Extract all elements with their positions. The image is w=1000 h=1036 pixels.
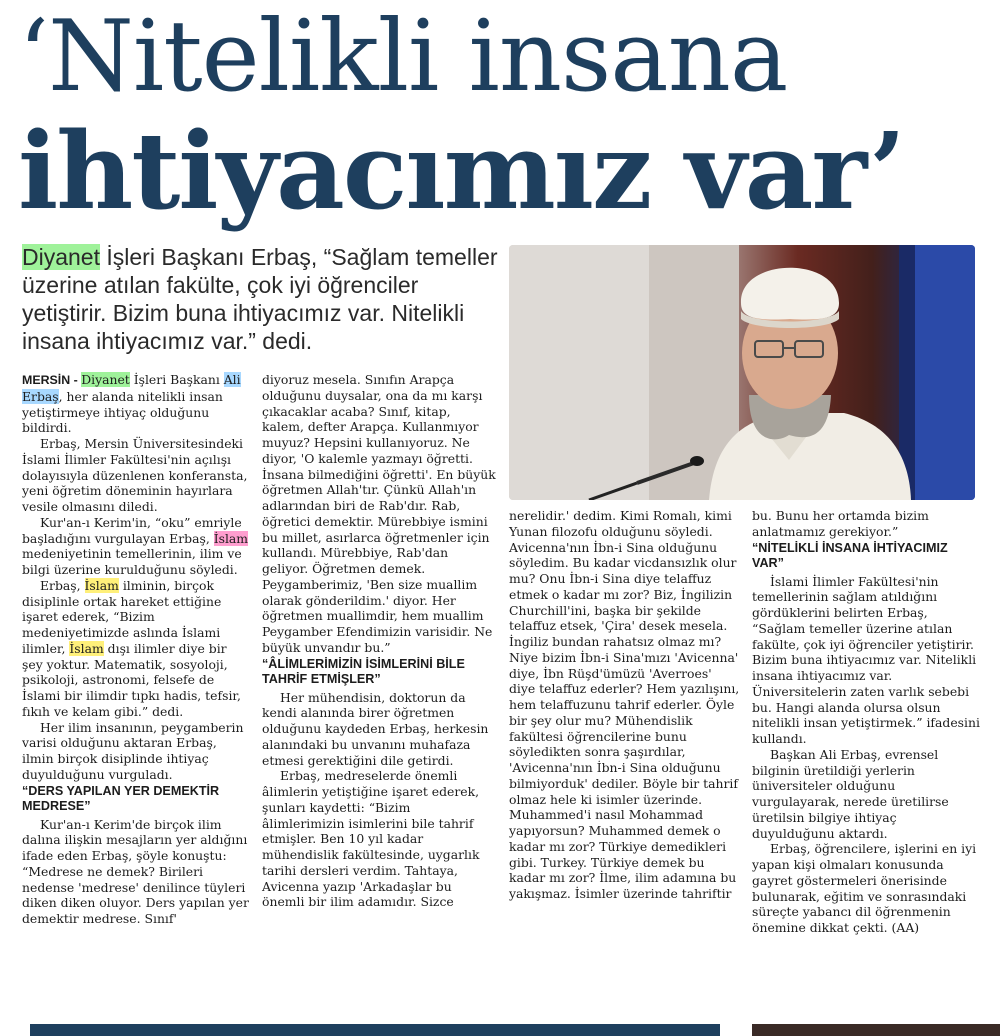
- article-paragraph: Erbaş, öğrencilere, işlerini en iyi yapan kişi olmaları konusunda gayret göstermeleri önerisinde bulunarak, eğitim ve sonrasındaki süreçte yabancı dil öğrenmenin önemine dikkat çekti. (AA): [752, 841, 977, 935]
- subheading: “DERS YAPILAN YER DEMEKTİR MEDRESE”: [22, 783, 220, 813]
- paragraph-text: dışı ilimler diye bir şey yoktur. Matematik, sosyoloji, psikoloji, astronomi, felsefe de İslami bir ilimdir tıpkı hadis, tefsir, fıkıh ve kelam gibi.” dedi.: [22, 640, 241, 719]
- article-paragraph: Her ilim insanının, peygamberin varisi olduğunu aktaran Erbaş, ilmin birçok disiplinde ihtiyaç duyulduğunu vurguladı.: [22, 719, 244, 782]
- highlight-ali-erbas: Ali Erbaş: [22, 372, 241, 404]
- article-paragraph: Başkan Ali Erbaş, evrensel bilginin üretildiği yerlerin üniversiteler olduğunu vurgulayarak, nerede üretilirse üretilsin bilgiye ihtiyaç duyulduğunu aktardı.: [752, 746, 949, 841]
- paragraph-text: , her alanda nitelikli insan yetiştirmeye ihtiyaç olduğunu bildirdi.: [22, 388, 223, 436]
- article-paragraph: Her mühendisin, doktorun da kendi alanında birer öğretmen olduğunu kaydeden Erbaş, herkesin alanındaki bu unvanını muhafaza etmesi gerektiğini dile getirdi.: [262, 689, 489, 768]
- article-column-1: [22, 372, 250, 927]
- article-paragraph: [22, 515, 250, 578]
- next-article-photo-strip: [752, 1024, 1000, 1036]
- article-column-4: [752, 508, 982, 936]
- next-article-headline-strip: [30, 1024, 720, 1036]
- subheading: “NİTELİKLİ İNSANA İHTİYACIMIZ VAR”: [752, 540, 948, 570]
- article-paragraph: [22, 372, 250, 436]
- paragraph-text: Erbaş,: [40, 577, 85, 593]
- speaker-illustration: [509, 245, 975, 500]
- article-paragraph: Kur'an-ı Kerim'de birçok ilim dalına ilişkin mesajların yer aldığını ifade eden Erbaş, şöyle konuştu: “Medrese ne demek? Birileri nedense 'medrese' denilince tüyleri diken diken oluyor. Ders yapılan yer demektir medrese. Sınıf': [22, 816, 249, 926]
- subheading: “ÂLİMLERİMİZİN İSİMLERİNİ BİLE TAHRİF ETMİŞLER”: [262, 656, 465, 686]
- headline-line-1: ‘Nitelikli insana: [18, 0, 788, 114]
- highlight-islam: İslam: [84, 577, 119, 593]
- article-paragraph: diyoruz mesela. Sınıfın Arapça olduğunu duysalar, ona da mı karşı çıkacaklar acaba? Sınıf, kitap, kalem, defter Arapça. Kullanmıyor muyuz? Hepsini kullanıyoruz. Ne diyor, 'O kalemle yazmayı öğretti. İnsana bilmediğini öğretti'. En büyük öğretmen Allah'tır. Çünkü Allah'ın adlarından biri de Rab'dır. Rab, öğretici demektir. Mürebbiye ismini bu millet, asırlarca öğretmenler için kullandı. Mürebbiye, Rab'dan geliyor. Öğretmen demek. Peygamberimiz, 'Ben size muallim olarak gönderildim.' diyor. Her öğretmen muallimdir, hem muallim Peygamber Efendimizin varisidir. Ne büyük unvandır bu.”: [262, 372, 496, 655]
- paragraph-text: İşleri Başkanı: [129, 372, 224, 387]
- article-paragraph: nerelidir.' dedim. Kimi Romalı, kimi Yunan filozofu olduğunu söyledi. Avicenna'nın İbn-i Sina olduğunu söyledim. Bu kadar vicdansızlık olur mu? Onu İbn-i Sina diye telaffuz etmek o kadar mı zor? Biz, İngilizin Churchill'ini, başka bir şekilde telaffuz etsek, 'Çira' desek mesela. İngiliz bundan rahatsız olmaz mı? Niye bizim İbn-i Sina'mızı 'Avicenna' diye, İbn Rüşd'ümüzü 'Averroes' diye telaffuz ederler? Hem yazılışını, hem telaffuzunu tahrif ederler. Öyle bir şey olur mu? Mühendislik fakültesi öğrencilerine bunu söyledikten sonra şaşırdılar, 'Avicenna'nın İbn-i Sina olduğunu bilmiyorduk' dediler. Böyle bir tahrif olmaz hele ki isimler üzerinde. Muhammed'i nasıl Mohammad yapıyorsun? Muhammed demek o kadar mı zor? Türkiye demedikleri gibi. Turkey. Türkiye demek bu kadar mı zor? İlme, ilim adamına bu yakışmaz. İsimler üzerinde tahriftir: [509, 508, 740, 901]
- paragraph-text: medeniyetinin temellerinin, ilim ve bilgi üzerine kurulduğunu söyledi.: [22, 546, 242, 577]
- article-paragraph: bu. Bunu her ortamda bizim anlatmamız gerekiyor.”: [752, 508, 929, 539]
- lead-paragraph: [22, 243, 502, 355]
- article-column-3: [509, 508, 741, 902]
- article-paragraph: [22, 578, 250, 720]
- article-paragraph: İslami İlimler Fakültesi'nin temellerinin sağlam atıldığını gördüklerini belirten Erbaş, “Sağlam temeller üzerine atılan fakülte, çok iyi öğrenciler yetiştirir. Bizim buna ihtiyacımız var. Nitelikli insana ihtiyacımız var. Üniversitelerin zaten varlık sebebi bu. Hangi alanda olursa olsun nitelikli insan yetiştirmek.” ifadesini kullandı.: [752, 573, 980, 746]
- article-paragraph: Erbaş, Mersin Üniversitesindeki İslami İlimler Fakültesi'nin açılışı dolayısıyla düzenlenen konferansta, yeni öğretim döneminin hayırlara vesile olmasını diledi.: [22, 436, 248, 514]
- dateline: MERSİN -: [22, 373, 82, 387]
- highlight-islam: İslam: [213, 530, 249, 546]
- paragraph-text: ilminin, birçok disiplinle ortak hareket ettiğine işaret ederek, “Bizim medeniyetimizde aslında İslami ilimler,: [22, 577, 222, 656]
- highlight-islam: İslam: [69, 640, 104, 656]
- highlight-diyanet: Diyanet: [81, 372, 130, 387]
- highlight-diyanet: Diyanet: [22, 244, 100, 270]
- article-column-2: [262, 372, 496, 910]
- lead-text: İşleri Başkanı Erbaş, “Sağlam temeller üzerine atılan fakülte, çok iyi öğrenciler yetiştirir. Bizim buna ihtiyacımız var. Nitelikli insana ihtiyacımız var.” dedi.: [22, 244, 498, 354]
- article-photo: [509, 245, 975, 500]
- paragraph-text: Kur'an-ı Kerim'in, “oku” emriyle başladığını vurgulayan Erbaş,: [22, 514, 242, 546]
- headline-line-2: ihtiyacımız var’: [18, 108, 905, 233]
- article-paragraph: Erbaş, medreselerde önemli âlimlerin yetiştiğine işaret ederek, şunları kaydetti: “Bizim âlimlerimizin isimlerini bile tahrif etmişler. Ben 10 yıl kadar mühendislik fakültesinde, uygarlık tarihi dersleri verdim. Tahtaya, Avicenna yazıp 'Arkadaşlar bu önemli bir ilim adamıdır. Sizce: [262, 768, 480, 910]
